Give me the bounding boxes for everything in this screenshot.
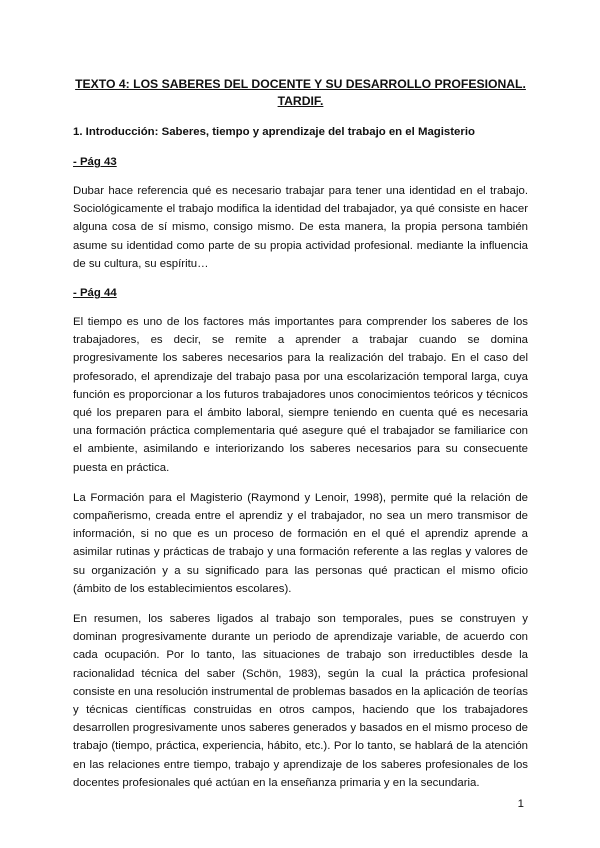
document-title: TEXTO 4: LOS SABERES DEL DOCENTE Y SU DESARROLLO PROFESIONAL. TARDIF. <box>75 77 526 108</box>
paragraph-resumen: En resumen, los saberes ligados al trabajo son temporales, pues se construyen y dominan progresivamente durante un periodo de aprendizaje variable, de acuerdo con cada ocupación. Por lo tanto, las situaciones de trabajo son irreductibles desde la racionalidad técnica del saber (Schön, 1983), según la cual la práctica profesional consiste en una resolución instrumental de problemas basados en la aplicación de teorías y técnicas científicas construidas en otros campos, haciendo que los trabajadores desarrollen progresivamente unos saberes generados y basados en el mismo proceso de trabajo (tiempo, práctica, experiencia, hábito, etc.). Por lo tanto, se hablará de la atención en las relaciones entre tiempo, trabajo y aprendizaje de los saberes profesionales de los docentes profesionales qué actúan en la enseñanza primaria y en la secundaria. <box>73 613 528 789</box>
section-heading: 1. Introducción: Saberes, tiempo y aprendizaje del trabajo en el Magisterio <box>73 126 475 138</box>
page-content <box>73 76 528 804</box>
paragraph-dubar: Dubar hace referencia qué es necesario trabajar para tener una identidad en el trabajo. Sociológicamente el trabajo modifica la identidad del trabajador, ya qué consiste en hacer alguna cosa de sí mismo, consigo mismo. De esta manera, la propia persona también asume su identidad como parte de su propia actividad profesional. mediante la influencia de su cultura, su espíritu… <box>73 185 528 270</box>
page-reference-44: - Pág 44 <box>73 287 117 300</box>
paragraph-formacion: La Formación para el Magisterio (Raymond y Lenoir, 1998), permite qué la relación de compañerismo, creada entre el aprendiz y el trabajador, no sea un mero transmisor de información, si no que es un proceso de formación en el qué el aprendiz aprende a asimilar rutinas y prácticas de trabajo y una formación referente a las reglas y valores de su organización y a su significado para las personas qué practican el mismo oficio (ámbito de los establecimientos escolares). <box>73 491 528 595</box>
page-reference-43: - Pág 43 <box>73 156 117 168</box>
page-number: 1 <box>517 798 524 810</box>
paragraph-tiempo: El tiempo es uno de los factores más importantes para comprender los saberes de los trabajadores, es decir, se remite a aprender a trabajar cuando se domina progresivamente los saberes necesarios para la realización del trabajo. En el caso del profesorado, el aprendizaje del trabajo pasa por una escolarización temporal larga, cuya función es proporcionar a los futuros trabajadores unos conocimientos teóricos y técnicos qué los preparen para el ámbito laboral, siempre teniendo en cuenta qué es necesaria una formación práctica complementaria qué asegure qué el trabajador se familiarice con el ambiente, asimilando e interiorizando los saberes necesarios para su consecuente puesta en práctica. <box>73 316 528 474</box>
